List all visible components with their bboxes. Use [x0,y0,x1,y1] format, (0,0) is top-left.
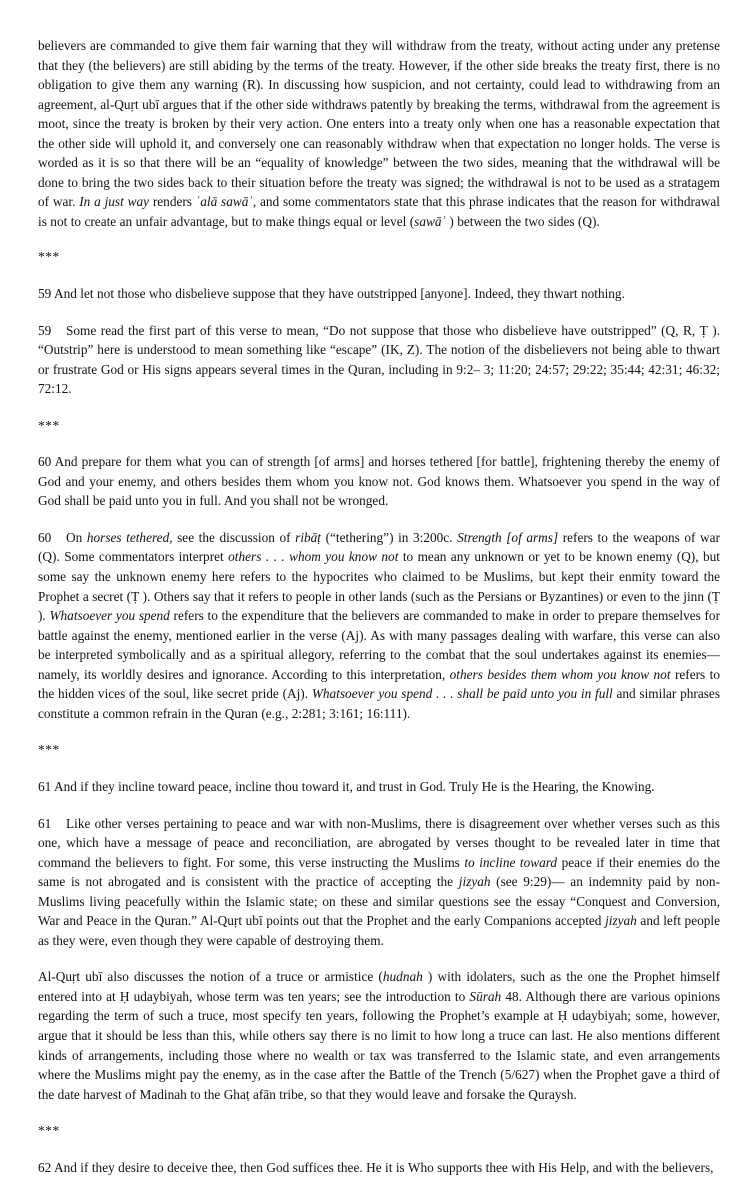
section-separator: *** [38,1123,60,1139]
commentary-61-continued: Al-Quṛt ubī also discusses the notion of a truce or armistice (hudnah ) with idolaters, such as the one the Prophet himself entered into at Ḥ udaybiyah, whose term was ten years; see the introduction to Sūrah 48. Although there are various opinions regarding the term of such a truce, most specify ten years, following the Prophet’s example at Ḥ udaybiyah; some, however, argue that it should be less than this, while others say there is no limit to how long a truce can last. He also mentions different kinds of arrangements, including those where no wealth or tax was transferred to the Islamic state, and even arrangements where the Muslims might pay the enemy, as in the case after the Battle of the Trench (5/627) when the Prophet gave a third of the date harvest of Madinah to the Ghaṭ afān tribe, so that they would leave and forsake the Quraysh. [38,969,721,1102]
verse-text-62: 62 And if they desire to deceive thee, then God suffices thee. He it is Who supports thee with His Help, and with the believers, [38,1159,714,1175]
section-separator: *** [38,249,60,265]
commentary-verse-number: 61 [38,815,52,831]
section-separator: *** [38,742,60,758]
commentary-verse-number: 60 [38,529,52,545]
commentary-body: On horses tethered, see the discussion of ribāṭ (“tethering”) in 3:200c. Strength [of arms] refers to the weapons of war (Q). Some commentators interpret others . . . whom you know not to mean any unknown or yet to be known enemy (Q), but some say the unknown enemy here refers to the hypocrites who claimed to be Muslims, but kept their enmity toward the Prophet a secret (Ṭ ). Others say that it refers to people in other lands (such as the Persians or Byzantines) or even to the jinn (Ṭ ). Whatsoever you spend refers to the expenditure that the believers are commanded to make in order to prepare themselves for battle against the enemy, mentioned earlier in the verse (Aj). As with many passages dealing with warfare, this verse can also be interpreted symbolically and as a spiritual allegory, referring to the combat that the soul undertakes against its enemies— namely, its worldly desires and ignorance. According to this interpretation, others besides them whom you know not refers to the hidden vices of the soul, like secret pride (Aj). Whatsoever you spend . . . shall be paid unto you in full and similar phrases constitute a common refrain in the Quran (e.g., 2:281; 3:161; 16:111). [38,529,720,721]
commentary-60 [38,528,720,723]
commentary-verse-number: 59 [38,322,52,338]
page-text-column [38,36,720,1177]
commentary-61 [38,814,720,951]
commentary-body: Like other verses pertaining to peace and war with non-Muslims, there is disagreement over whether verses such as this one, which have a message of peace and reconciliation, are abrogated by verses thought to be revealed later in time that command the believers to fight. For some, this verse instructing the Muslims to incline toward peace if their enemies do the same is not abrogated and is consistent with the practice of accepting the jizyah (see 9:29)— an indemnity paid by non-Muslims living peacefully within the Islamic state; on these and similar questions see the essay “Conquest and Conversion, War and Peace in the Quran.” Al-Quṛt ubī points out that the Prophet and the early Companions accepted jizyah and left people as they were, even though they were capable of destroying them. [38,815,720,948]
verse-text-59: 59 And let not those who disbelieve suppose that they have outstripped [anyone]. Indeed, they thwart nothing. [38,286,625,302]
verse-text-60: 60 And prepare for them what you can of strength [of arms] and horses tethered [for battle], frightening thereby the enemy of God and your enemy, and others besides them whom you know not. God knows them. Whatsoever you spend in the way of God shall be paid unto you in full. And you shall not be wronged. [38,454,720,509]
section-separator: *** [38,417,60,433]
commentary-59 [38,321,720,399]
commentary-body: Some read the first part of this verse to mean, “Do not suppose that those who disbelieve have outstripped” (Q, R, Ṭ ). “Outstrip” here is understood to mean something like “escape” (IK, Z). The notion of the disbelievers not being able to thwart or frustrate God or His signs appears several times in the Quran, including in 9:2– 3; 11:20; 24:57; 29:22; 35:44; 42:31; 46:32; 72:12. [38,322,720,397]
verse-text-61: 61 And if they incline toward peace, incline thou toward it, and trust in God. Truly He is the Hearing, the Knowing. [38,778,655,794]
paragraph-continued-commentary: believers are commanded to give them fair warning that they will withdraw from the treaty, without acting under any pretense that they (the believers) are still abiding by the terms of the treaty. However, if the other side breaks the treaty first, there is no obligation to give them any warning (R). In discussing how suspicion, and not certainty, could lead to withdrawing from an agreement, al-Quṛt ubī argues that if the other side withdraws patently by breaking the terms, withdrawal from the agreement is moot, since the treaty is broken by their very action. One enters into a treaty only when one has a reasonable expectation that the other side will uphold it, and conversely one can reasonably withdraw when that expectation no longer holds. The verse is worded as it is so that there will be an “equality of knowledge” between the two sides, meaning that the withdrawal will be done to bring the two sides back to their situation before the treaty was signed; the withdrawal is not to be used as a stratagem of war. In a just way renders ʿalā sawāʾ, and some commentators state that this phrase indicates that the reason for withdrawal is not to create an unfair advantage, but to make things equal or level (sawāʾ ) between the two sides (Q). [38,38,720,229]
